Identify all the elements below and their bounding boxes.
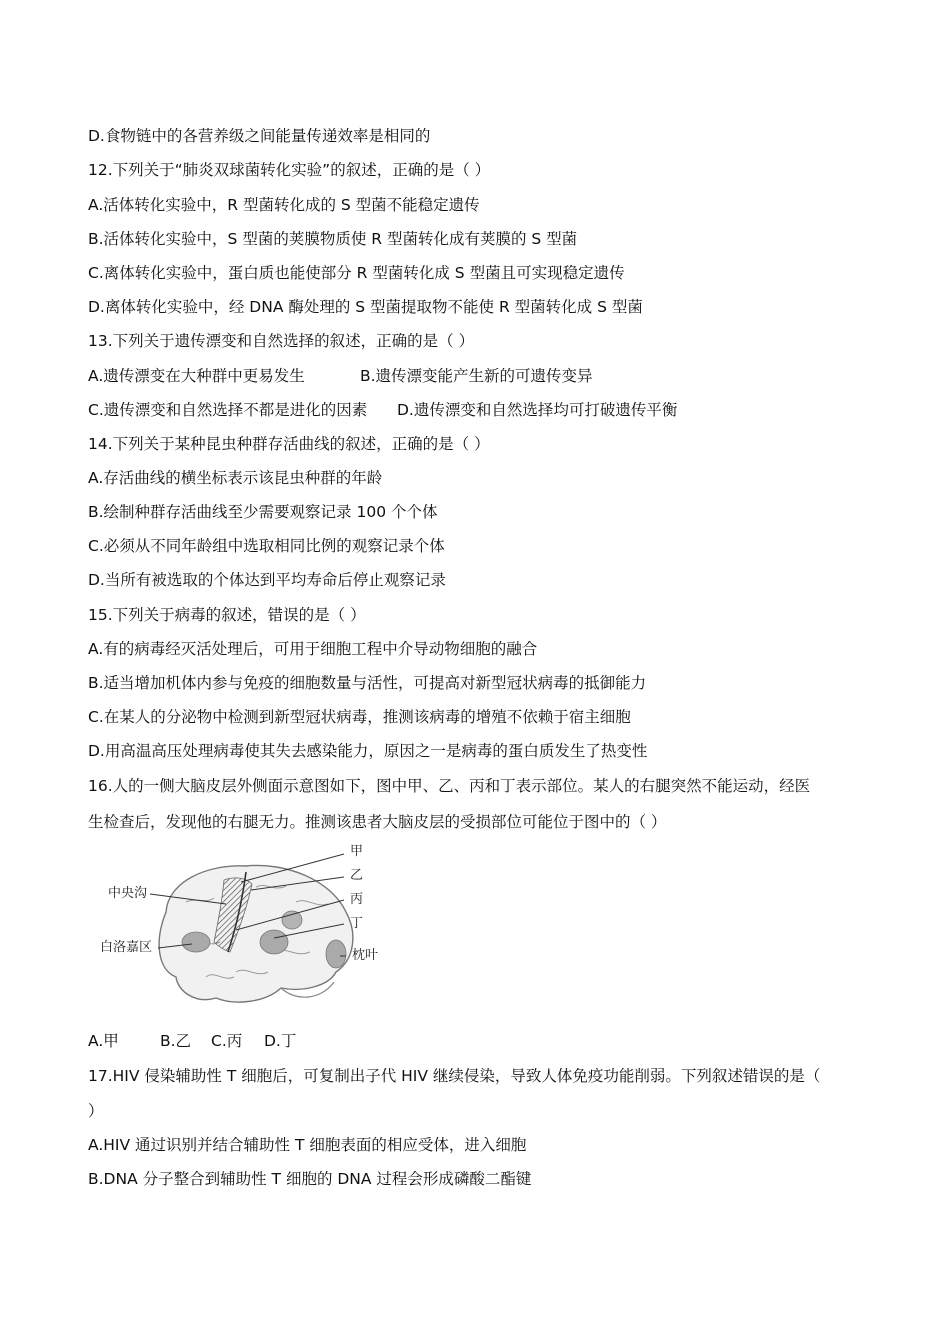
q17-option-b: B.DNA 分子整合到辅助性 T 细胞的 DNA 过程会形成磷酸二酯键: [88, 1170, 532, 1188]
q14-stem: 14.下列关于某种昆虫种群存活曲线的叙述，正确的是（ ）: [88, 435, 490, 453]
q12-option-b: B.活体转化实验中，S 型菌的荚膜物质使 R 型菌转化成有荚膜的 S 型菌: [88, 230, 578, 248]
q13-option-b: B.遗传漂变能产生新的可遗传变异: [360, 367, 593, 385]
q15-stem: 15.下列关于病毒的叙述，错误的是（ ）: [88, 606, 366, 624]
q12-option-a: A.活体转化实验中，R 型菌转化成的 S 型菌不能稳定遗传: [88, 196, 480, 214]
q16-option-a: A.甲: [88, 1032, 119, 1050]
q11-option-d: D.食物链中的各营养级之间能量传递效率是相同的: [88, 127, 431, 145]
q12-option-d: D.离体转化实验中，经 DNA 酶处理的 S 型菌提取物不能使 R 型菌转化成 S 型菌: [88, 298, 643, 316]
label-broca: 白洛嘉区: [100, 940, 153, 955]
label-occipital: 枕叶: [352, 948, 379, 963]
brain-cortex-figure: [96, 842, 396, 1012]
broca-area: [182, 932, 210, 952]
label-yi: 乙: [350, 868, 364, 883]
occipital-area: [326, 940, 346, 968]
q14-option-a: A.存活曲线的横坐标表示该昆虫种群的年龄: [88, 469, 383, 487]
q13-option-a: A.遗传漂变在大种群中更易发生: [88, 367, 305, 385]
q13-option-c: C.遗传漂变和自然选择不都是进化的因素: [88, 401, 368, 419]
q15-option-d: D.用高温高压处理病毒使其失去感染能力，原因之一是病毒的蛋白质发生了热变性: [88, 742, 648, 760]
q17-option-a: A.HIV 通过识别并结合辅助性 T 细胞表面的相应受体，进入细胞: [88, 1136, 527, 1154]
q14-option-d: D.当所有被选取的个体达到平均寿命后停止观察记录: [88, 571, 446, 589]
q17-stem-line1: 17.HIV 侵染辅助性 T 细胞后，可复制出子代 HIV 继续侵染，导致人体免疫功能削弱。下列叙述错误的是（: [88, 1067, 821, 1085]
q14-option-c: C.必须从不同年龄组中选取相同比例的观察记录个体: [88, 537, 445, 555]
q16-option-c: C.丙: [211, 1032, 243, 1050]
q17-stem-line2: ）: [88, 1102, 104, 1120]
area-ding: [282, 911, 302, 929]
q16-option-b: B.乙: [160, 1032, 192, 1050]
q16-stem-line1: 16.人的一侧大脑皮层外侧面示意图如下，图中甲、乙、丙和丁表示部位。某人的右腿突然不能运动，经医: [88, 777, 811, 795]
q15-option-b: B.适当增加机体内参与免疫的细胞数量与活性，可提高对新型冠状病毒的抵御能力: [88, 674, 647, 692]
q12-stem: 12.下列关于“肺炎双球菌转化实验”的叙述，正确的是（ ）: [88, 161, 491, 179]
label-jia: 甲: [350, 844, 364, 859]
q13-stem: 13.下列关于遗传漂变和自然选择的叙述，正确的是（ ）: [88, 332, 475, 350]
label-central-sulcus: 中央沟: [108, 886, 148, 901]
label-ding: 丁: [350, 916, 364, 931]
q15-option-c: C.在某人的分泌物中检测到新型冠状病毒，推测该病毒的增殖不依赖于宿主细胞: [88, 708, 631, 726]
q13-option-d: D.遗传漂变和自然选择均可打破遗传平衡: [397, 401, 678, 419]
q14-option-b: B.绘制种群存活曲线至少需要观察记录 100 个个体: [88, 503, 438, 521]
q12-option-c: C.离体转化实验中，蛋白质也能使部分 R 型菌转化成 S 型菌且可实现稳定遗传: [88, 264, 625, 282]
q15-option-a: A.有的病毒经灭活处理后，可用于细胞工程中介导动物细胞的融合: [88, 640, 538, 658]
label-bing: 丙: [350, 892, 364, 907]
area-bing: [260, 930, 288, 954]
q16-option-d: D.丁: [264, 1032, 297, 1050]
q16-stem-line2: 生检查后，发现他的右腿无力。推测该患者大脑皮层的受损部位可能位于图中的（ ）: [88, 813, 667, 831]
